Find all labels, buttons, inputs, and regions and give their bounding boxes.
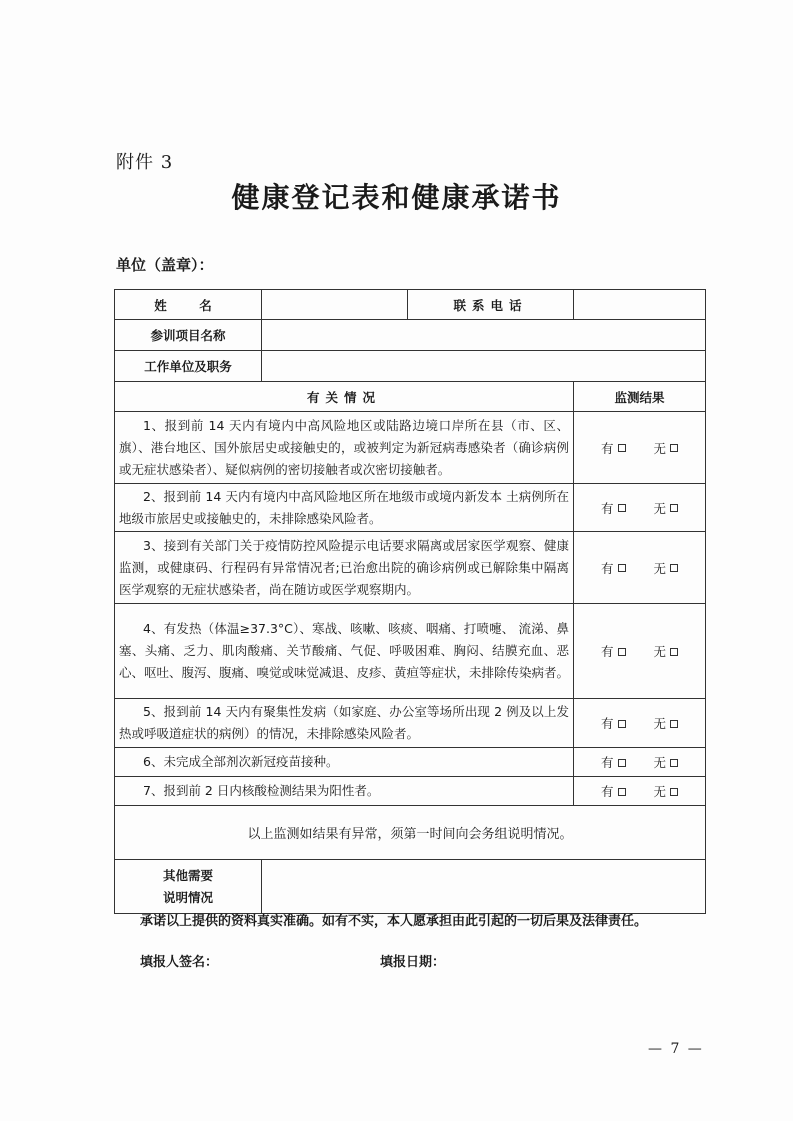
row-headers <box>115 382 706 412</box>
other-notes-field[interactable] <box>262 860 706 914</box>
checkbox-yes <box>618 564 626 572</box>
item-text: 4、有发热（体温≥37.3°C）、寒战、咳嗽、咳痰、咽痛、打喷嚏、 流涕、鼻塞、头痛、乏力、肌肉酸痛、关节酸痛、气促、呼吸困难、胸闷、结膜充血、恶心、呕吐、腹泻、腹痛、嗅觉或味觉减退、皮疹、黄疸等症状，未排除传染病者。 <box>119 621 570 680</box>
yes-option[interactable]: 有 <box>601 782 626 800</box>
row-project <box>115 320 706 351</box>
row-work-unit <box>115 351 706 382</box>
result-cell <box>574 777 706 806</box>
checkbox-no <box>670 720 678 728</box>
yes-option[interactable]: 有 <box>601 753 626 771</box>
date-label: 填报日期： <box>380 955 446 970</box>
checkbox-no <box>670 564 678 572</box>
project-field[interactable] <box>262 320 706 351</box>
yes-option[interactable]: 有 <box>601 439 626 457</box>
no-option[interactable]: 无 <box>654 753 679 771</box>
attachment-label: 附件 3 <box>116 152 174 173</box>
table-row <box>115 699 706 748</box>
table-row <box>115 412 706 484</box>
row-other <box>115 860 706 914</box>
checkbox-no <box>670 504 678 512</box>
checkbox-no <box>670 648 678 656</box>
item-text: 5、报到前 14 天内有聚集性发病（如家庭、办公室等场所出现 2 例及以上发热或呼吸道症状的病例）的情况，未排除感染风险者。 <box>119 704 569 741</box>
name-field[interactable] <box>262 290 408 320</box>
checkbox-yes <box>618 788 626 796</box>
page-number: — 7 — <box>648 1041 704 1057</box>
table-row <box>115 604 706 699</box>
notice-text: 以上监测如结果有异常，须第一时间向会务组说明情况。 <box>115 806 706 860</box>
checkbox-yes <box>618 759 626 767</box>
yes-option[interactable]: 有 <box>601 642 626 660</box>
result-cell <box>574 532 706 604</box>
checkbox-yes <box>618 504 626 512</box>
table-row <box>115 532 706 604</box>
result-header: 监测结果 <box>574 382 706 412</box>
no-option[interactable]: 无 <box>654 714 679 732</box>
result-cell <box>574 699 706 748</box>
yes-option[interactable]: 有 <box>601 559 626 577</box>
checkbox-no <box>670 759 678 767</box>
item-text: 3、接到有关部门关于疫情防控风险提示电话要求隔离或居家医学观察、健康监测，或健康码、行程码有异常情况者;已治愈出院的确诊病例或已解除集中隔离医学观察的无症状感染者，尚在随访或医学观察期内。 <box>119 537 569 597</box>
notice-row <box>115 806 706 860</box>
table-row <box>115 484 706 532</box>
no-option[interactable]: 无 <box>654 782 679 800</box>
phone-field[interactable] <box>574 290 706 320</box>
checkbox-no <box>670 788 678 796</box>
yes-option[interactable]: 有 <box>601 499 626 517</box>
result-cell <box>574 484 706 532</box>
result-cell <box>574 604 706 699</box>
project-label: 参训项目名称 <box>115 320 262 351</box>
promise-statement: 承诺以上提供的资料真实准确。如有不实，本人愿承担由此引起的一切后果及法律责任。 <box>140 914 648 929</box>
checkbox-yes <box>618 444 626 452</box>
row-name-phone <box>115 290 706 320</box>
document-title: 健康登记表和健康承诺书 <box>231 181 562 214</box>
item-text: 7、报到前 2 日内核酸检测结果为阳性者。 <box>143 783 380 798</box>
signer-label: 填报人签名： <box>140 955 219 970</box>
result-cell <box>574 748 706 777</box>
phone-label: 联系电话 <box>408 290 574 320</box>
work-unit-field[interactable] <box>262 351 706 382</box>
name-label: 姓 名 <box>115 290 262 320</box>
checkbox-yes <box>618 720 626 728</box>
health-registration-table <box>114 289 706 914</box>
no-option[interactable]: 无 <box>654 559 679 577</box>
no-option[interactable]: 无 <box>654 439 679 457</box>
item-text: 6、未完成全部剂次新冠疫苗接种。 <box>143 754 339 769</box>
no-option[interactable]: 无 <box>654 499 679 517</box>
checkbox-yes <box>618 648 626 656</box>
work-unit-label: 工作单位及职务 <box>115 351 262 382</box>
situation-header: 有关情况 <box>115 382 574 412</box>
table-row <box>115 777 706 806</box>
result-cell <box>574 412 706 484</box>
yes-option[interactable]: 有 <box>601 714 626 732</box>
other-notes-label: 其他需要 说明情况 <box>115 860 262 914</box>
checkbox-no <box>670 444 678 452</box>
unit-seal-label: 单位（盖章）： <box>116 256 214 274</box>
no-option[interactable]: 无 <box>654 642 679 660</box>
item-text: 1、报到前 14 天内有境内中高风险地区或陆路边境口岸所在县（市、区、旗）、港台地区、国外旅居史或接触史的，或被判定为新冠病毒感染者（确诊病例或无症状感染者）、疑似病例的密切接触者或次密切接触者。 <box>119 417 569 477</box>
item-text: 2、报到前 14 天内有境内中高风险地区所在地级市或境内新发本 土病例所在地级市旅居史或接触史的，未排除感染风险者。 <box>119 488 569 526</box>
table-row <box>115 748 706 777</box>
